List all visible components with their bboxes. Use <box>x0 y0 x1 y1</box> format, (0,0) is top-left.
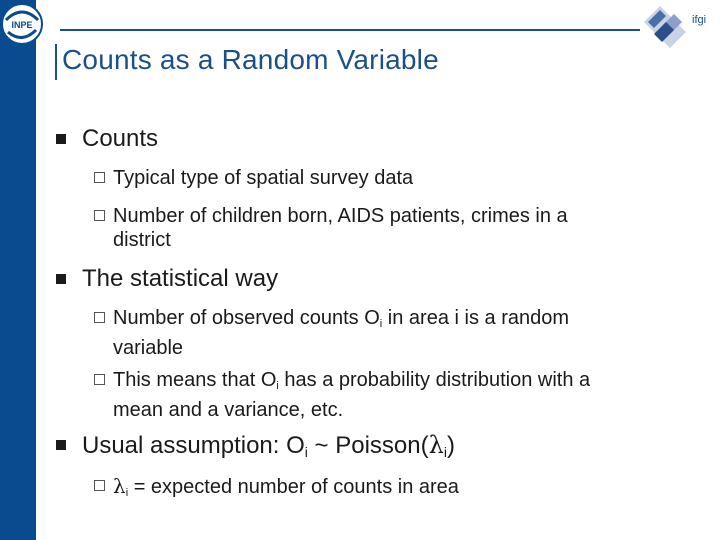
hollow-square-bullet-icon <box>94 374 105 385</box>
ifgi-logo-icon <box>640 4 690 52</box>
inpe-logo-icon <box>0 0 52 52</box>
bullet-statistical-way: The statistical way <box>56 264 278 294</box>
hollow-square-bullet-icon <box>94 480 105 491</box>
header-rule <box>60 29 640 31</box>
sub-bullet-lambda-expected: $\lambda_i$ = expected number of counts in area <box>94 474 706 505</box>
page-title: Counts as a Random Variable <box>62 44 439 75</box>
svg-text:INPE: INPE <box>11 20 33 30</box>
square-bullet-icon <box>56 440 66 450</box>
sub-bullet-observed-counts: Number of observed counts $O_i$ in area i is a random variable <box>94 306 706 360</box>
square-bullet-icon <box>56 134 66 144</box>
sub-bullet-probability: This means that $O_i$ has a probability distribution with a mean and a variance, etc. <box>94 368 706 422</box>
sub-bullet-number-children: Number of children born, AIDS patients, crimes in a district <box>94 204 706 252</box>
hollow-square-bullet-icon <box>94 312 105 323</box>
bullet-usual-assumption: Usual assumption: $O_i$ ~ $Poisson(\lambda_i)$ <box>56 430 455 467</box>
hollow-square-bullet-icon <box>94 210 105 221</box>
hollow-square-bullet-icon <box>94 172 105 183</box>
square-bullet-icon <box>56 274 66 284</box>
bullet-counts: Counts <box>56 124 158 154</box>
ifgi-label: ifgi <box>692 14 707 26</box>
left-sidebar-band <box>0 0 36 540</box>
sub-bullet-typical: Typical type of spatial survey data <box>94 166 706 190</box>
title-accent-bar <box>55 44 57 80</box>
